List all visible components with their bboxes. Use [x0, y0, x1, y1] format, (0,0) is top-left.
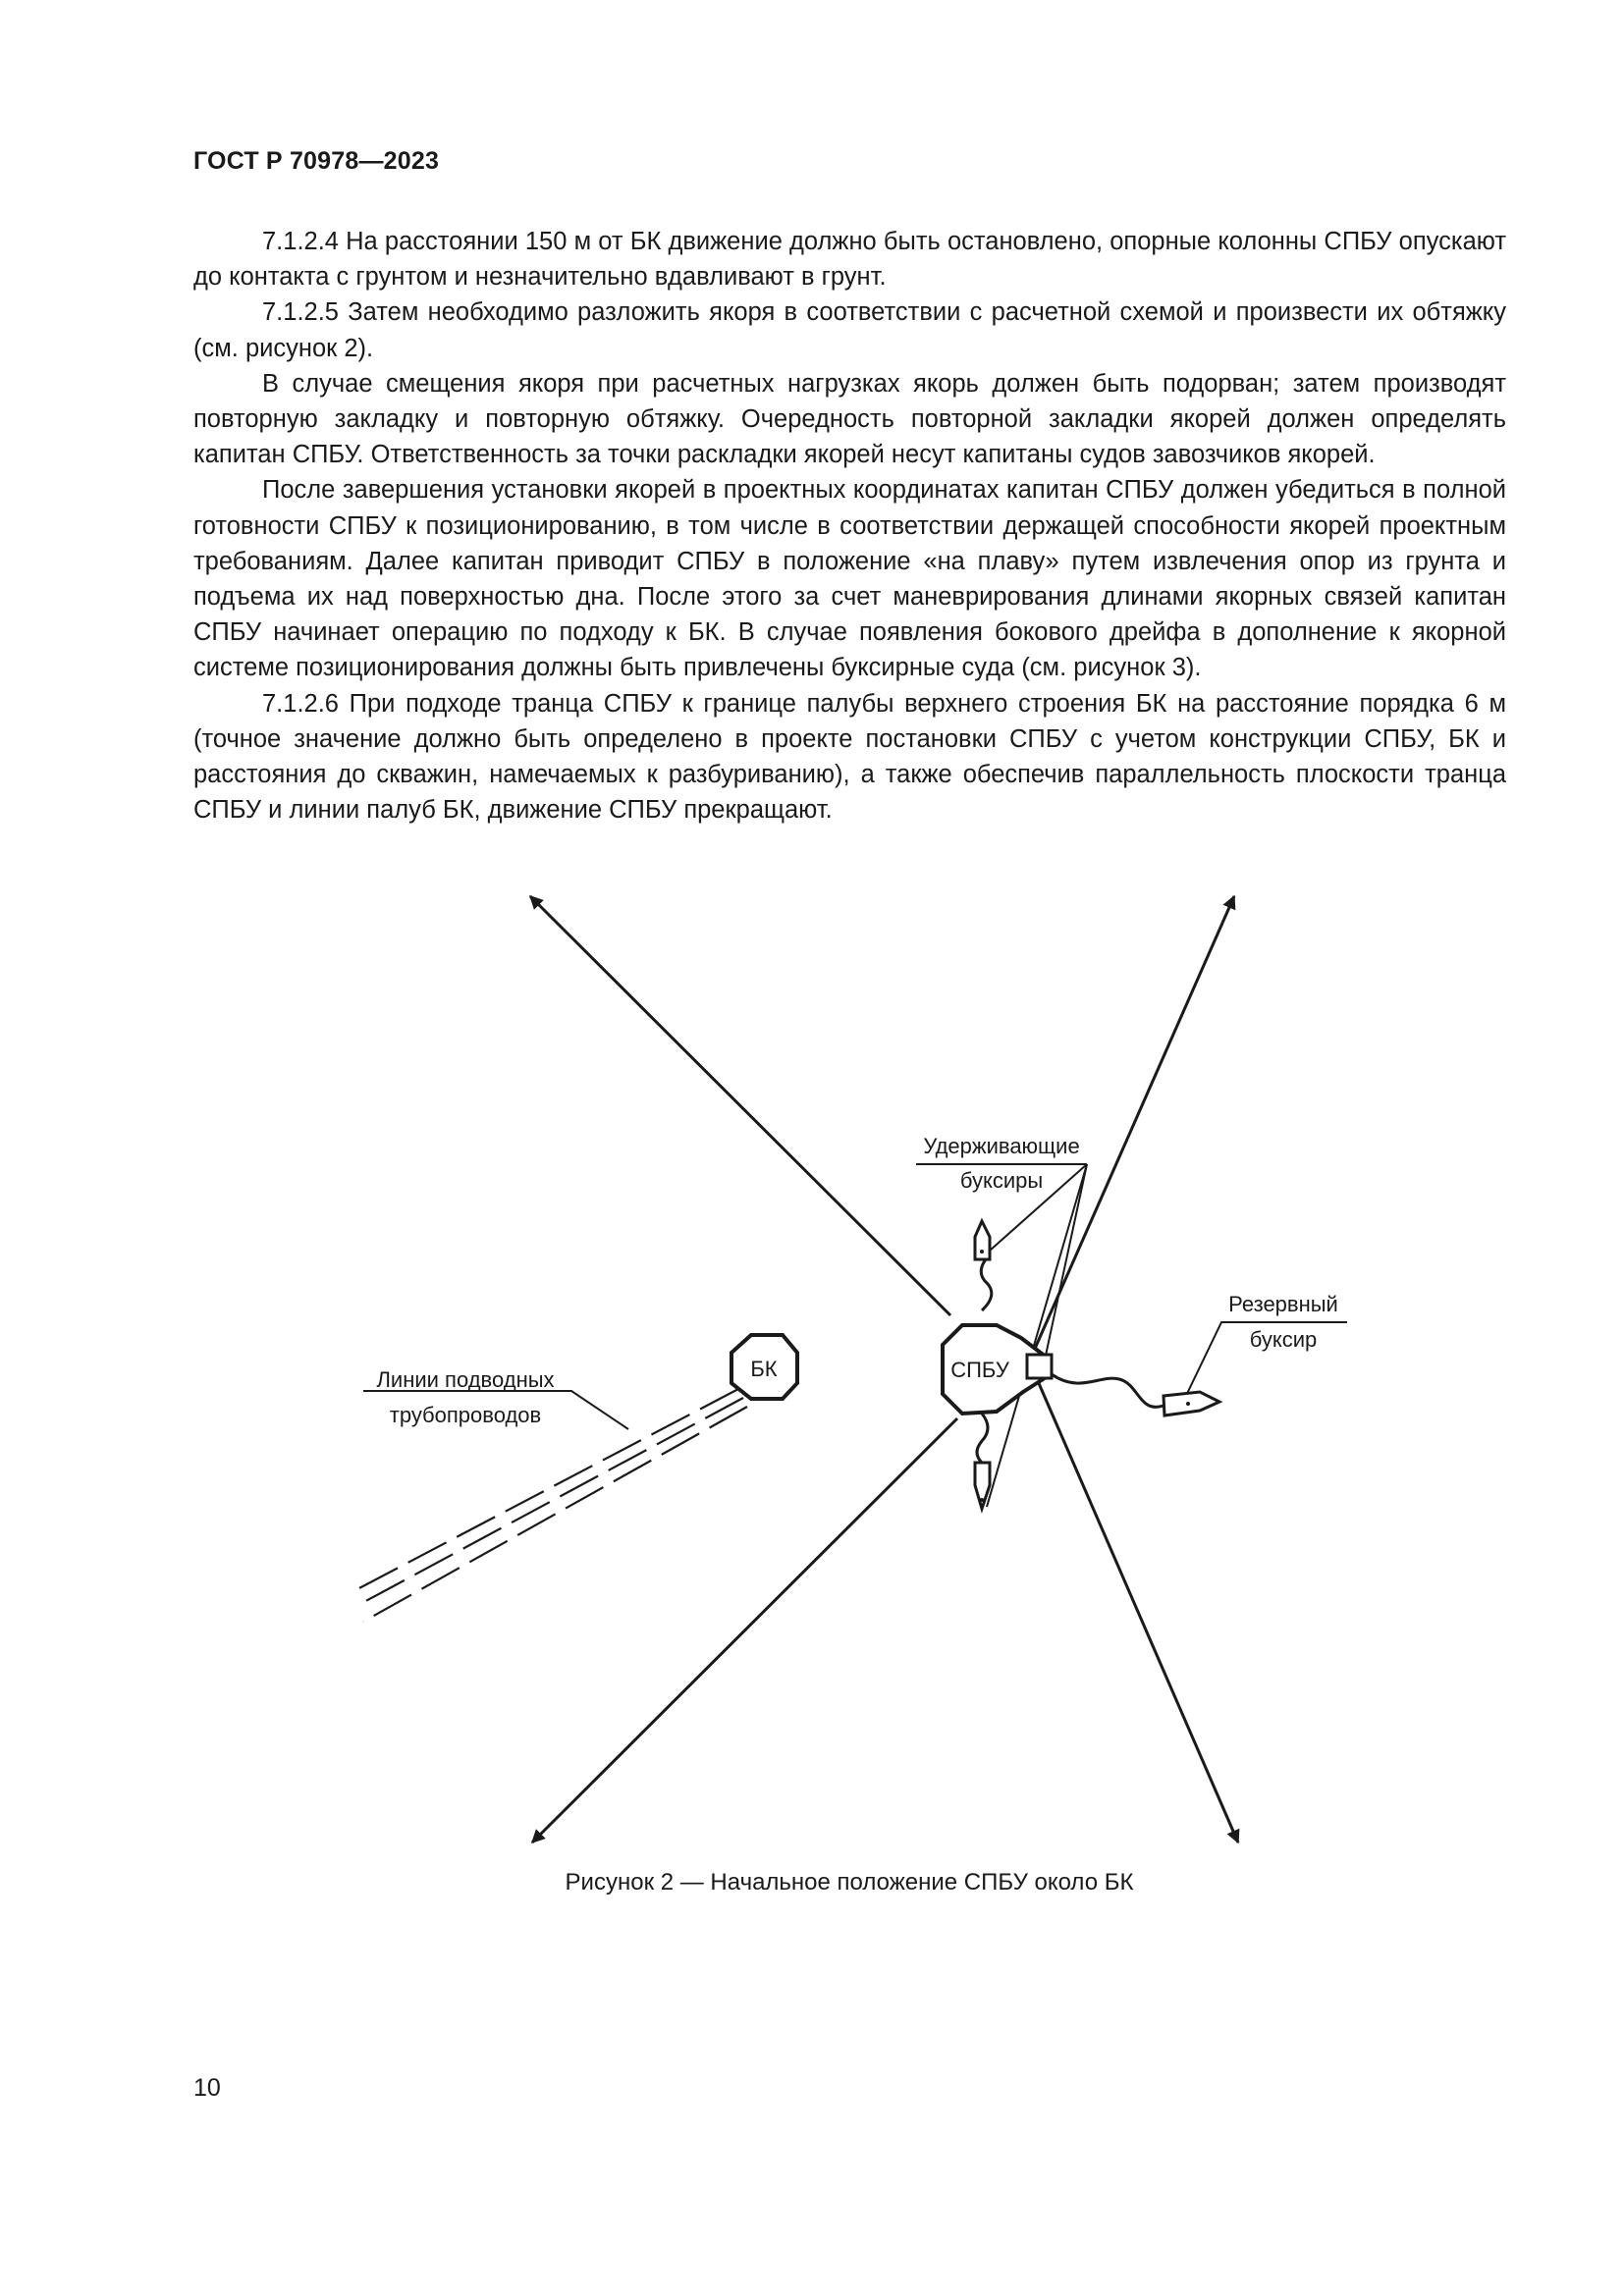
- reserve-tug-label-line2: буксир: [1249, 1327, 1318, 1352]
- bk-label: БК: [750, 1357, 778, 1381]
- figure-caption: Рисунок 2 — Начальное положение СПБУ около БК: [565, 1869, 1134, 1896]
- paragraph-7-1-2-5: 7.1.2.5 Затем необходимо разложить якоря в соответствии с расчетной схемой и произвести их обтяжку (см. рисунок 2).: [193, 298, 1506, 362]
- tug-top: [975, 1221, 992, 1310]
- document-header: ГОСТ Р 70978—2023: [193, 147, 440, 175]
- spbu-label: СПБУ: [950, 1358, 1009, 1382]
- reserve-tug-label-line1: Резервный: [1228, 1292, 1338, 1316]
- pipelines-label-line2: трубопроводов: [389, 1403, 542, 1427]
- anchor-line-bottom-left: [532, 1418, 957, 1842]
- page-number: 10: [193, 2074, 221, 2102]
- paragraph-anchor-displacement: В случае смещения якоря при расчетных нагрузках якорь должен быть подорван; затем производят повторную закладку и повторную обтяжку. Очередность повторной закладки якорей должен определять капитан СПБУ. Ответственность за точки раскладки якорей несут капитаны судов завозчиков якорей.: [193, 369, 1506, 469]
- holding-tugs-label-line1: Удерживающие: [923, 1134, 1080, 1158]
- paragraph-7-1-2-6: 7.1.2.6 При подходе транца СПБУ к границе палубы верхнего строения БК на расстояние порядка 6 м (точное значение должно быть определено в проекте постановки СПБУ с учетом конструкции СПБУ, БК и расстояния до скважин, намечаемых к разбуриванию), а также обеспечив параллельность плоскости транца СПБУ и линии палуб БК, движение СПБУ прекращают.: [193, 689, 1506, 825]
- anchor-line-bottom-right: [1035, 1374, 1238, 1842]
- holding-tugs-label-line2: буксиры: [959, 1168, 1044, 1193]
- paragraph-anchor-installation: После завершения установки якорей в проектных координатах капитан СПБУ должен убедиться в полной готовности СПБУ к позиционированию, в том числе в соответствии держащей способности якорей проектным требованиям. Далее капитан приводит СПБУ в положение «на плаву» путем извлечения опор из грунта и подъема их над поверхностью дна. После этого за счет маневрирования длинами якорных связей капитан СПБУ начинает операцию по подходу к БК. В случае появления бокового дрейфа в дополнение к якорной системе позиционирования должны быть привлечены буксирные суда (см. рисунок 3).: [193, 476, 1506, 682]
- anchor-line-top-left: [530, 896, 950, 1315]
- bk-platform: [731, 1335, 797, 1399]
- paragraph-7-1-2-4: 7.1.2.4 На расстоянии 150 м от БК движение должно быть остановлено, опорные колонны СПБУ опускают до контакта с грунтом и незначительно вдавливают в грунт.: [193, 228, 1506, 292]
- pipelines-label-line1: Линии подводных: [376, 1367, 555, 1392]
- tug-bottom: [975, 1414, 990, 1509]
